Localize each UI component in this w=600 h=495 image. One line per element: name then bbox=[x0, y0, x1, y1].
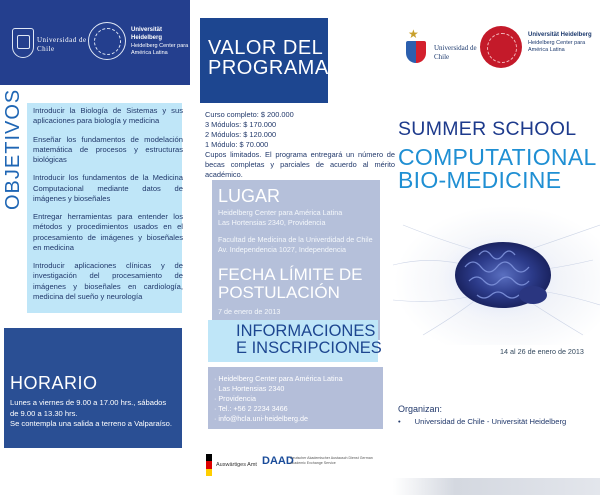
left-heidelberg-name bbox=[131, 27, 191, 57]
contact-item: · Heidelberg Center para América Latina bbox=[214, 374, 382, 384]
objetivos-title: OBJETIVOS bbox=[2, 88, 24, 210]
right-heidelberg-title: Universität Heidelberg bbox=[528, 32, 592, 38]
objetivos-heading bbox=[0, 88, 30, 210]
star-icon: ★ bbox=[408, 27, 419, 41]
organizan-label: Organizan: bbox=[398, 404, 443, 414]
brain-illustration bbox=[393, 205, 600, 345]
contact-item: · Las Hortensias 2340 bbox=[214, 384, 382, 394]
left-uchile-name: Universidad de Chile bbox=[37, 36, 87, 54]
price-lines bbox=[205, 110, 395, 150]
heidelberg-red-seal-icon bbox=[480, 26, 522, 68]
valor-title: VALOR DEL PROGRAMA bbox=[208, 37, 329, 79]
horario-title: HORARIO bbox=[10, 373, 98, 393]
horario-line1: Lunes a viernes de 9.00 a 17.00 hrs., sábados de 9.00 a 13.30 hrs. bbox=[10, 398, 167, 418]
informaciones-title: INFORMACIONES E INSCRIPCIONES bbox=[236, 322, 382, 358]
daad-subtitle: Deutscher Akademischer Austausch Dienst German Academic Exchange Service bbox=[290, 456, 373, 465]
price-line: 1 Módulo: $ 70.000 bbox=[205, 139, 269, 149]
lugar-text bbox=[218, 208, 378, 255]
right-heidelberg-name bbox=[528, 32, 598, 54]
objetivo-item: Entregar herramientas para entender los métodos y procedimientos usados en el procesamiento de imágenes y bioseñales en medicina bbox=[33, 212, 183, 252]
organizan-list bbox=[398, 417, 598, 426]
german-flag-icon bbox=[206, 454, 212, 476]
contact-list bbox=[214, 374, 382, 424]
bottom-band bbox=[393, 478, 600, 495]
heidelberg-seal-icon bbox=[88, 22, 126, 60]
left-heidelberg-subtitle: Heidelberg Center para América Latina bbox=[131, 42, 189, 56]
auswaertiges-amt-label: Auswärtiges Amt bbox=[216, 462, 257, 468]
right-heidelberg-subtitle: Heidelberg Center para América Latina bbox=[528, 39, 586, 53]
auswaertiges-amt-logo bbox=[206, 454, 257, 476]
fecha-date: 7 de enero de 2013 bbox=[218, 307, 281, 316]
event-dates: 14 al 26 de enero de 2013 bbox=[500, 347, 584, 356]
lugar-place1-line1: Heidelberg Center para América Latina bbox=[218, 208, 343, 217]
shield-icon bbox=[406, 41, 426, 63]
lugar-title: LUGAR bbox=[218, 186, 281, 206]
price-line: 3 Módulos: $ 170.000 bbox=[205, 119, 277, 129]
horario-line2: Se contempla una salida a terreno a Valparaíso. bbox=[10, 419, 172, 429]
lugar-place2-line1: Facultad de Medicina de la Univerdidad de Chile bbox=[218, 235, 373, 245]
daad-logo: DAAD bbox=[262, 455, 294, 467]
fecha-title: FECHA LÍMITE DE POSTULACIÓN bbox=[218, 265, 363, 302]
objetivos-list bbox=[33, 106, 183, 310]
objetivo-item: Introducir aplicaciones clínicas y de investigación del procesamiento de imágenes y bioseñales en cardiología, medicina del sueño y neurología bbox=[33, 261, 183, 301]
uchile-crest-icon bbox=[402, 27, 432, 67]
contact-item: · info@hcla.uni-heidelberg.de bbox=[214, 414, 382, 424]
contact-item: · Providencia bbox=[214, 394, 382, 404]
price-list bbox=[205, 110, 395, 180]
summer-school-label: SUMMER SCHOOL bbox=[398, 118, 577, 140]
organizer-item: • Universidad de Chile - Universität Heidelberg bbox=[398, 417, 598, 426]
lugar-place1-line2: Las Hortensias 2340, Providencia bbox=[218, 217, 326, 227]
price-line: 2 Módulos: $ 120.000 bbox=[205, 129, 277, 139]
horario-text bbox=[10, 398, 175, 430]
right-uchile-name: Universidad de Chile bbox=[434, 44, 477, 61]
event-title: COMPUTATIONAL BIO-MEDICINE bbox=[398, 144, 596, 193]
price-note: Cupos limitados. El programa entregará un número de becas completas y parciales de acuerdo al mérito académico. bbox=[205, 149, 395, 179]
objetivo-item: Introducir los fundamentos de la Medicina Computacional mediante datos de imágenes y bioseñales bbox=[33, 173, 183, 203]
price-line: Curso completo: $ 200.000 bbox=[205, 110, 294, 119]
contact-item: · Tel.: +56 2 2234 3466 bbox=[214, 404, 382, 414]
left-heidelberg-title: Universität Heidelberg bbox=[131, 27, 163, 41]
objetivo-item: Enseñar los fundamentos de modelación matemática de procesos y estructuras biológicas bbox=[33, 134, 183, 164]
uchile-seal-icon bbox=[12, 28, 34, 58]
lugar-place2-line2: Av. Independencia 1027, Independencia bbox=[218, 245, 347, 255]
objetivo-item: Introducir la Biología de Sistemas y sus aplicaciones para biología y medicina bbox=[33, 106, 183, 126]
